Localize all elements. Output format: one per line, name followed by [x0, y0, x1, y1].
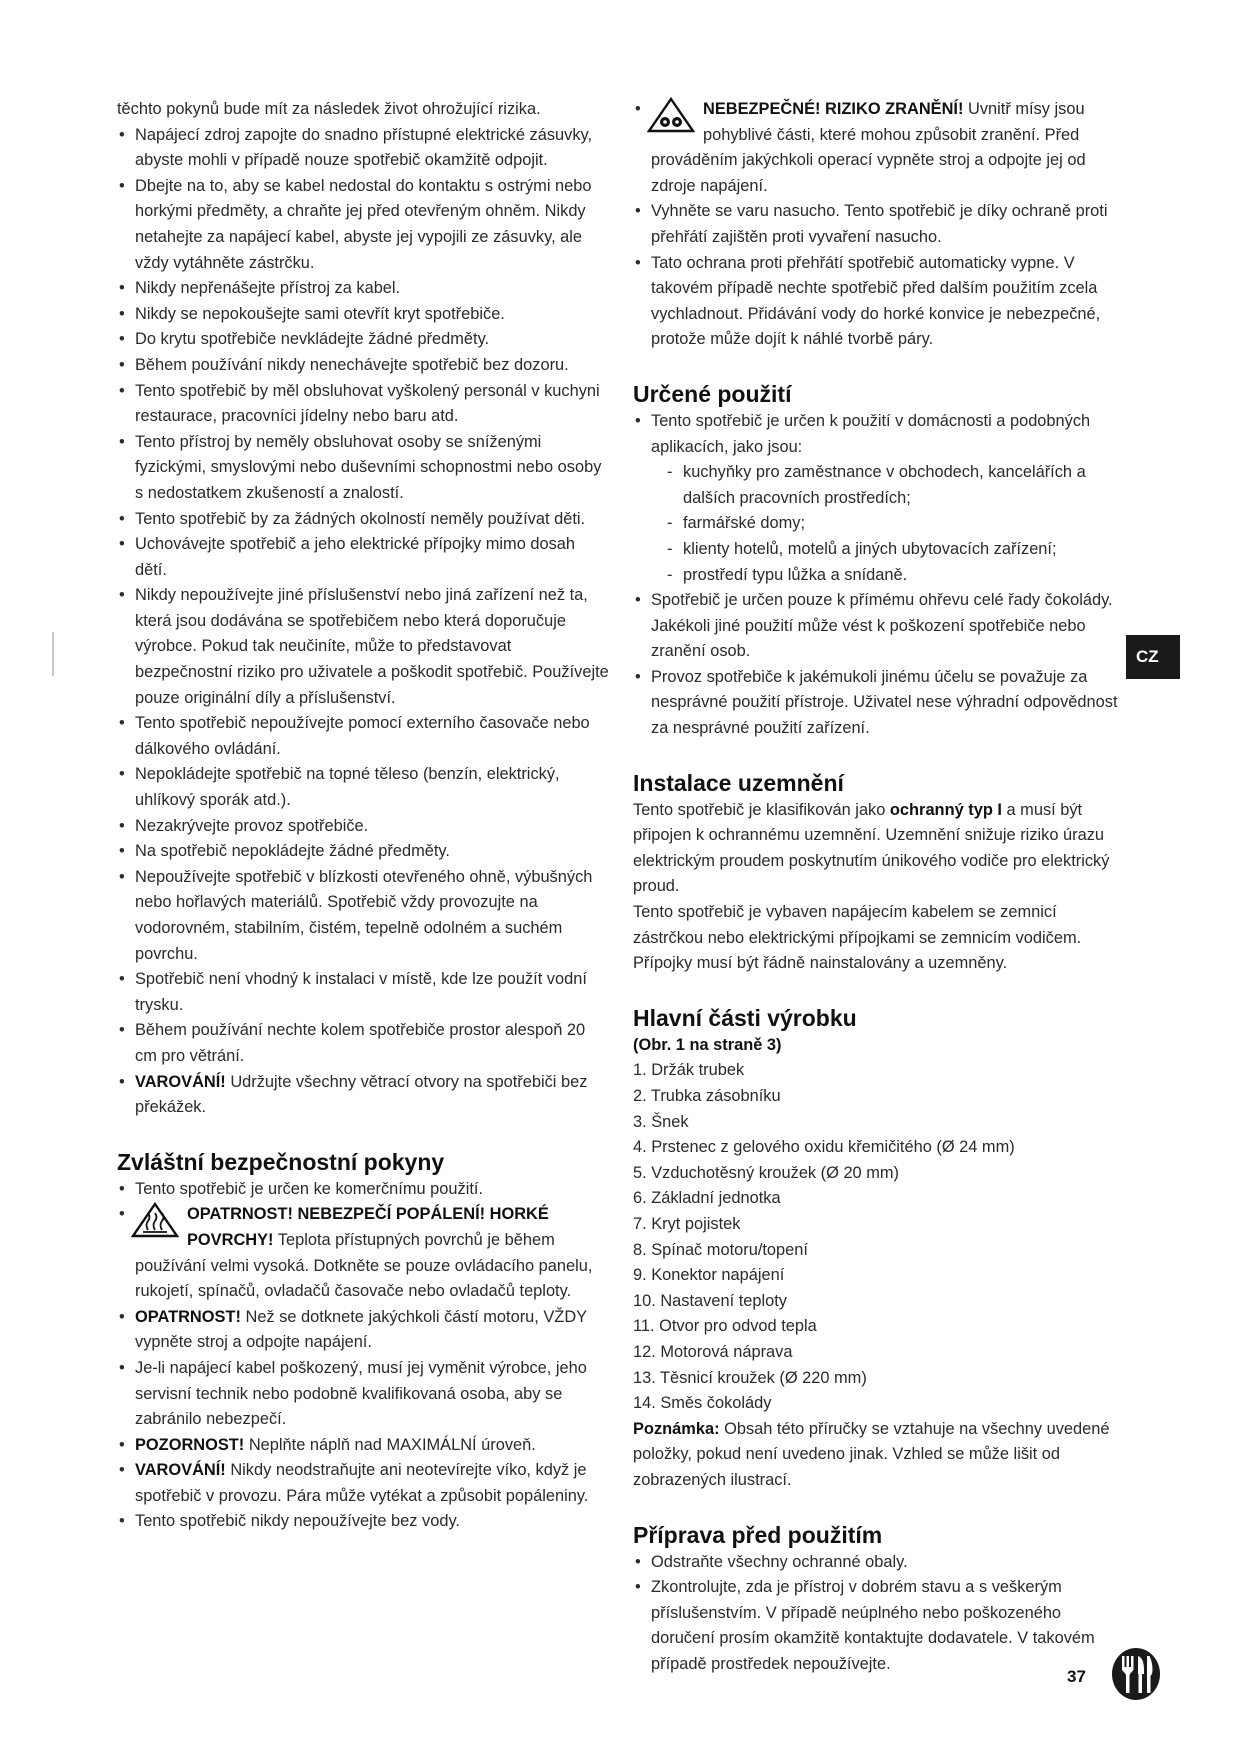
list-item: • Zkontrolujte, zda je přístroj v dobrém stavu a s veškerým příslušenstvím. V případě neúplného nebo poškozeného doručení prosím okamžitě kontaktujte dodavatele. V takovém případě prostředek nepoužívejte. [633, 1575, 1128, 1677]
list-item-text: Tento spotřebič je určen k použití v domácnosti a podobných aplikacích, jako jsou: [651, 411, 1091, 456]
part-item: 4. Prstenec z gelového oxidu křemičitého (Ø 24 mm) [633, 1138, 1015, 1157]
warning-text: Udržujte všechny větrací otvory na spotřebiči bez překážek. [135, 1072, 588, 1117]
note-label: Poznámka: [633, 1419, 720, 1438]
lead-text: těchto pokynů bude mít za následek život ohrožující rizika. [117, 100, 541, 118]
warning-label: POZORNOST! [135, 1435, 245, 1454]
warning-label: NEBEZPEČNÉ! RIZIKO ZRANĚNÍ! [703, 100, 964, 118]
list-item: • Spotřebič není vhodný k instalaci v místě, kde lze použít vodní trysku. [117, 967, 609, 1018]
danger-list [633, 97, 1128, 353]
warning-item [117, 1305, 609, 1356]
special-safety-list [117, 1177, 609, 1535]
list-item: • Tento spotřebič nikdy nepoužívejte bez vody. [117, 1509, 609, 1535]
part-item: 1. Držák trubek [633, 1061, 745, 1080]
grounding-text: Tento spotřebič je klasifikován jako [633, 800, 890, 819]
grounding-paragraph: Tento spotřebič je vybaven napájecím kabelem se zemnicí zástrčkou nebo elektrickými přípojkami se zemnicím vodičem. Přípojky musí být řádně nainstalovány a uzemněny. [633, 903, 1082, 973]
list-item: • Do krytu spotřebiče nevkládejte žádné předměty. [117, 327, 609, 353]
list-item: • Tento přístroj by neměly obsluhovat osoby se sníženými fyzickými, smyslovými nebo duševními schopnostmi nebo osoby s nedostatkem zkušeností a znalostí. [117, 430, 609, 507]
list-item: • Napájecí zdroj zapojte do snadno přístupné elektrické zásuvky, abyste mohli v případě nouze spotřebič okamžitě odpojit. [117, 123, 609, 174]
warning-label: VAROVÁNÍ! [135, 1072, 226, 1091]
list-item: • Během používání nechte kolem spotřebiče prostor alespoň 20 cm pro větrání. [117, 1018, 609, 1069]
list-item: • Dbejte na to, aby se kabel nedostal do kontaktu s ostrými nebo horkými předměty, a chraňte jej před otevřeným ohněm. Nikdy netahejte za napájecí kabel, abyste jej vypojili ze zásuvky, ale vždy vytáhněte zástrčku. [117, 174, 609, 276]
hot-surface-warning-icon [131, 1202, 179, 1238]
main-parts-heading: Hlavní části výrobku [633, 1004, 857, 1031]
protection-class: ochranný typ I [889, 800, 1002, 819]
warning-text: Uvnitř mísy jsou pohyblivé části, které mohou způsobit zranění. Před prováděním jakýchkoli operací vypněte stroj a odpojte jej od zdroje napájení. [651, 100, 1086, 195]
sublist-item: - prostředí typu lůžka a snídaně. [667, 563, 1128, 589]
special-safety-heading: Zvláštní bezpečnostní pokyny [117, 1148, 445, 1175]
warning-text: Nikdy neodstraňujte ani neotevírejte víko, když je spotřebič v provozu. Pára může vytékat a způsobit popáleniny. [135, 1461, 589, 1505]
danger-item [633, 97, 1128, 199]
language-tab: CZ [1126, 635, 1180, 679]
intended-use-heading: Určené použití [633, 380, 792, 407]
cutlery-logo-icon [1111, 1647, 1161, 1701]
note-text: Obsah této příručky se vztahuje na všechny uvedené položky, pokud není uvedeno jinak. Vzhled se může lišit od zobrazených ilustrací. [633, 1419, 1110, 1489]
warning-label: OPATRNOST! NEBEZPEČÍ POPÁLENÍ! HORKÉ POVRCHY! [187, 1205, 549, 1249]
list-item: • Provoz spotřebiče k jakémukoli jinému účelu se považuje za nesprávné použití přístroje. Uživatel nese výhradní odpovědnost za nesprávné použití zařízení. [633, 665, 1128, 742]
part-item: 6. Základní jednotka [633, 1189, 781, 1208]
list-item: • Je-li napájecí kabel poškozený, musí jej vyměnit výrobce, jeho servisní technik nebo podobně kvalifikovaná osoba, aby se zabránilo nebezpečí. [117, 1356, 609, 1433]
warning-text: Neplňte náplň nad MAXIMÁLNÍ úroveň. [244, 1435, 536, 1454]
right-column [633, 97, 1128, 1677]
preparation-list [633, 1550, 1128, 1678]
moving-parts-warning-icon [647, 97, 695, 133]
list-item: • Na spotřebič nepokládejte žádné předměty. [117, 839, 609, 865]
list-item: • Nepokládejte spotřebič na topné těleso (benzín, elektrický, uhlíkový sporák atd.). [117, 762, 609, 813]
warning-text: Teplota přístupných povrchů je během používání velmi vysoká. Dotkněte se pouze ovládacího panelu, rukojetí, spínačů, ovladačů časovače nebo ovladačů teploty. [135, 1230, 593, 1301]
sublist-item: - farmářské domy; [667, 511, 1128, 537]
part-item: 13. Těsnicí kroužek (Ø 220 mm) [633, 1368, 867, 1387]
part-item: 14. Směs čokolády [633, 1394, 772, 1413]
part-item: 7. Kryt pojistek [633, 1214, 741, 1233]
list-item: • Uchovávejte spotřebič a jeho elektrické přípojky mimo dosah dětí. [117, 532, 609, 583]
list-item: • Nikdy nepřenášejte přístroj za kabel. [117, 276, 609, 302]
list-item: • Spotřebič je určen pouze k přímému ohřevu celé řady čokolády. Jakékoli jiné použití může vést k poškození spotřebiče nebo zranění osob. [633, 588, 1128, 665]
list-item: • Tento spotřebič by za žádných okolností neměly používat děti. [117, 507, 609, 533]
hot-surface-item [117, 1202, 609, 1304]
warning-item [117, 1070, 609, 1121]
part-item: 9. Konektor napájení [633, 1266, 785, 1285]
part-item: 3. Šnek [633, 1112, 689, 1131]
part-item: 11. Otvor pro odvod tepla [633, 1317, 817, 1336]
part-item: 10. Nastavení teploty [633, 1291, 787, 1310]
list-item: • Vyhněte se varu nasucho. Tento spotřebič je díky ochraně proti přehřátí zajištěn proti vyvaření nasucho. [633, 199, 1128, 250]
list-item: • Nikdy nepoužívejte jiné příslušenství nebo jiná zařízení než ta, která jsou dodávána se spotřebičem nebo která doporučuje výrobce. Pokud tak neučiníte, může to představovat bezpečnostní riziko pro uživatele a poškodit spotřebič. Používejte pouze originální díly a příslušenství. [117, 583, 609, 711]
list-item: • Nezakrývejte provoz spotřebiče. [117, 814, 609, 840]
part-item: 8. Spínač motoru/topení [633, 1240, 808, 1259]
list-item: • Tento spotřebič je určen ke komerčnímu použití. [117, 1177, 609, 1203]
intended-use-list [633, 409, 1128, 742]
parts-list [633, 1058, 1128, 1416]
list-item: • Nepoužívejte spotřebič v blízkosti otevřeného ohně, výbušných nebo hořlavých materiálů. Spotřebič vždy provozujte na vodorovném, stabilním, čistém, tepelně odolném a suchém povrchu. [117, 865, 609, 967]
part-item: 5. Vzduchotěsný kroužek (Ø 20 mm) [633, 1163, 899, 1182]
sublist-item: - kuchyňky pro zaměstnance v obchodech, kancelářích a dalších pracovních prostředích; [667, 460, 1128, 511]
grounding-heading: Instalace uzemnění [633, 769, 844, 796]
list-item [633, 409, 1128, 588]
figure-reference: (Obr. 1 na straně 3) [633, 1035, 782, 1054]
note [633, 1417, 1128, 1494]
list-item: • Tato ochrana proti přehřátí spotřebič automaticky vypne. V takovém případě nechte spotřebič před dalším použitím zcela vychladnout. Přidávání vody do horké konvice je nebezpečné, protože může dojít k náhlé tvorbě páry. [633, 251, 1128, 353]
warning-item [117, 1458, 609, 1509]
list-item: • Tento spotřebič nepoužívejte pomocí externího časovače nebo dálkového ovládání. [117, 711, 609, 762]
warning-label: VAROVÁNÍ! [135, 1461, 226, 1480]
sublist-item: - klienty hotelů, motelů a jiných ubytovacích zařízení; [667, 537, 1128, 563]
list-item: • Odstraňte všechny ochranné obaly. [633, 1550, 1128, 1576]
part-item: 2. Trubka zásobníku [633, 1087, 781, 1105]
margin-mark [52, 632, 54, 676]
use-sublist [651, 460, 1128, 588]
grounding-paragraph [633, 798, 1128, 900]
safety-list [117, 123, 609, 1121]
warning-item [117, 1433, 609, 1459]
warning-label: OPATRNOST! [135, 1307, 241, 1326]
left-column [117, 97, 609, 1535]
page-number: 37 [1067, 1667, 1086, 1686]
warning-text: Než se dotknete jakýchkoli částí motoru, VŽDY vypněte stroj a odpojte napájení. [135, 1307, 587, 1352]
list-item: • Tento spotřebič by měl obsluhovat vyškolený personál v kuchyni restaurace, pracovníci jídelny nebo baru atd. [117, 379, 609, 430]
part-item: 12. Motorová náprava [633, 1342, 793, 1361]
grounding-text: a musí být připojen k ochrannému uzemnění. Uzemnění snižuje riziko úrazu elektrickým proudem poskytnutím únikového vodiče pro elektrický proud. [633, 800, 1110, 896]
list-item: • Nikdy se nepokoušejte sami otevřít kryt spotřebiče. [117, 302, 609, 328]
list-item: • Během používání nikdy nenechávejte spotřebič bez dozoru. [117, 353, 609, 379]
preparation-heading: Příprava před použitím [633, 1521, 883, 1548]
